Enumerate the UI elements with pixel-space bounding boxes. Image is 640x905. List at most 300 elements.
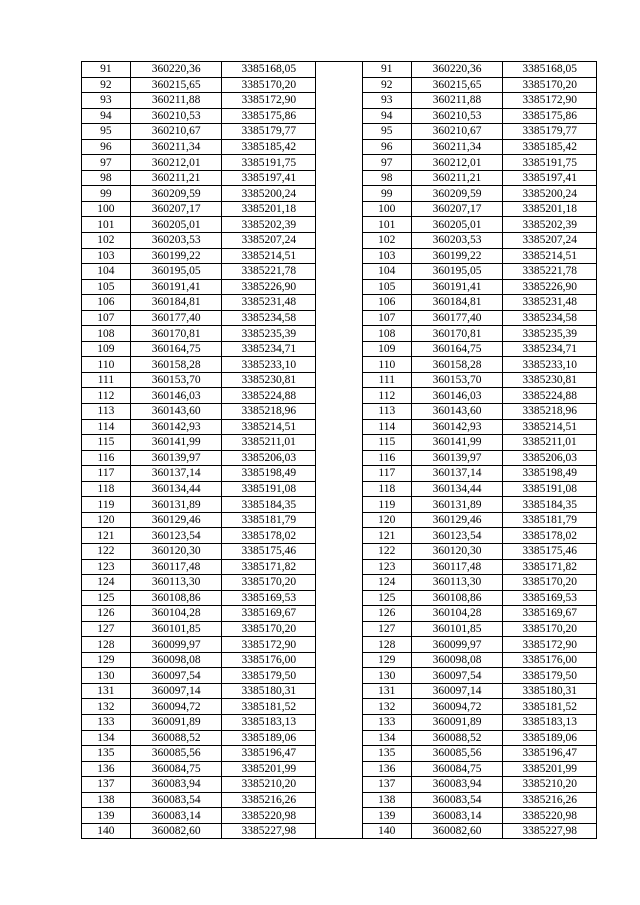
- gap-cell: [316, 575, 363, 591]
- right-y-coordinate-cell: 3385168,05: [503, 62, 597, 78]
- left-point-number-cell: 100: [82, 201, 131, 217]
- right-point-number-cell: 93: [362, 93, 411, 109]
- table-row: [82, 590, 597, 606]
- table-row: [82, 652, 597, 668]
- right-y-coordinate-cell: 3385169,53: [503, 590, 597, 606]
- left-y-coordinate-cell: 3385218,96: [222, 404, 316, 420]
- left-y-coordinate-cell: 3385179,77: [222, 124, 316, 140]
- left-point-number-cell: 102: [82, 233, 131, 249]
- left-y-coordinate-cell: 3385168,05: [222, 62, 316, 78]
- left-x-coordinate-cell: 360146,03: [130, 388, 222, 404]
- left-x-coordinate-cell: 360211,88: [130, 93, 222, 109]
- right-y-coordinate-cell: 3385227,98: [503, 823, 597, 839]
- right-y-coordinate-cell: 3385179,50: [503, 668, 597, 684]
- right-x-coordinate-cell: 360098,08: [411, 652, 503, 668]
- right-point-number-cell: 91: [362, 62, 411, 78]
- table-row: [82, 528, 597, 544]
- left-y-coordinate-cell: 3385214,51: [222, 248, 316, 264]
- left-point-number-cell: 122: [82, 543, 131, 559]
- right-y-coordinate-cell: 3385235,39: [503, 326, 597, 342]
- left-point-number-cell: 131: [82, 683, 131, 699]
- right-y-coordinate-cell: 3385197,41: [503, 170, 597, 186]
- gap-cell: [316, 170, 363, 186]
- left-point-number-cell: 107: [82, 310, 131, 326]
- table-row: [82, 559, 597, 575]
- right-point-number-cell: 138: [362, 792, 411, 808]
- table-row: [82, 62, 597, 78]
- left-point-number-cell: 99: [82, 186, 131, 202]
- left-y-coordinate-cell: 3385234,71: [222, 341, 316, 357]
- table-row: [82, 435, 597, 451]
- gap-cell: [316, 792, 363, 808]
- gap-cell: [316, 543, 363, 559]
- left-point-number-cell: 123: [82, 559, 131, 575]
- right-y-coordinate-cell: 3385226,90: [503, 279, 597, 295]
- table-row: [82, 792, 597, 808]
- right-y-coordinate-cell: 3385201,18: [503, 201, 597, 217]
- left-y-coordinate-cell: 3385211,01: [222, 435, 316, 451]
- table-row: [82, 746, 597, 762]
- right-point-number-cell: 99: [362, 186, 411, 202]
- right-point-number-cell: 131: [362, 683, 411, 699]
- left-y-coordinate-cell: 3385235,39: [222, 326, 316, 342]
- left-y-coordinate-cell: 3385226,90: [222, 279, 316, 295]
- left-y-coordinate-cell: 3385230,81: [222, 372, 316, 388]
- gap-cell: [316, 761, 363, 777]
- left-point-number-cell: 111: [82, 372, 131, 388]
- right-y-coordinate-cell: 3385196,47: [503, 746, 597, 762]
- left-y-coordinate-cell: 3385181,52: [222, 699, 316, 715]
- left-point-number-cell: 105: [82, 279, 131, 295]
- left-y-coordinate-cell: 3385181,79: [222, 512, 316, 528]
- gap-cell: [316, 528, 363, 544]
- table-row: [82, 575, 597, 591]
- right-point-number-cell: 95: [362, 124, 411, 140]
- gap-cell: [316, 746, 363, 762]
- right-point-number-cell: 108: [362, 326, 411, 342]
- right-point-number-cell: 126: [362, 606, 411, 622]
- left-point-number-cell: 113: [82, 404, 131, 420]
- gap-cell: [316, 777, 363, 793]
- right-x-coordinate-cell: 360211,88: [411, 93, 503, 109]
- right-y-coordinate-cell: 3385172,90: [503, 637, 597, 653]
- right-x-coordinate-cell: 360158,28: [411, 357, 503, 373]
- gap-cell: [316, 652, 363, 668]
- right-x-coordinate-cell: 360120,30: [411, 543, 503, 559]
- table-row: [82, 606, 597, 622]
- right-x-coordinate-cell: 360137,14: [411, 466, 503, 482]
- gap-cell: [316, 388, 363, 404]
- gap-cell: [316, 512, 363, 528]
- left-x-coordinate-cell: 360117,48: [130, 559, 222, 575]
- left-point-number-cell: 91: [82, 62, 131, 78]
- right-y-coordinate-cell: 3385181,79: [503, 512, 597, 528]
- gap-cell: [316, 559, 363, 575]
- right-y-coordinate-cell: 3385233,10: [503, 357, 597, 373]
- table-row: [82, 730, 597, 746]
- right-y-coordinate-cell: 3385220,98: [503, 808, 597, 824]
- left-point-number-cell: 125: [82, 590, 131, 606]
- left-y-coordinate-cell: 3385207,24: [222, 233, 316, 249]
- right-x-coordinate-cell: 360113,30: [411, 575, 503, 591]
- right-y-coordinate-cell: 3385179,77: [503, 124, 597, 140]
- left-x-coordinate-cell: 360209,59: [130, 186, 222, 202]
- right-point-number-cell: 115: [362, 435, 411, 451]
- right-x-coordinate-cell: 360094,72: [411, 699, 503, 715]
- left-x-coordinate-cell: 360083,54: [130, 792, 222, 808]
- left-point-number-cell: 97: [82, 155, 131, 171]
- right-point-number-cell: 135: [362, 746, 411, 762]
- right-x-coordinate-cell: 360139,97: [411, 450, 503, 466]
- left-y-coordinate-cell: 3385184,35: [222, 497, 316, 513]
- right-point-number-cell: 92: [362, 77, 411, 93]
- left-y-coordinate-cell: 3385172,90: [222, 637, 316, 653]
- right-y-coordinate-cell: 3385184,35: [503, 497, 597, 513]
- left-point-number-cell: 127: [82, 621, 131, 637]
- right-x-coordinate-cell: 360211,34: [411, 139, 503, 155]
- left-x-coordinate-cell: 360083,14: [130, 808, 222, 824]
- coordinates-table: [81, 61, 597, 839]
- right-point-number-cell: 101: [362, 217, 411, 233]
- left-point-number-cell: 126: [82, 606, 131, 622]
- right-y-coordinate-cell: 3385183,13: [503, 714, 597, 730]
- right-point-number-cell: 96: [362, 139, 411, 155]
- left-x-coordinate-cell: 360097,14: [130, 683, 222, 699]
- left-x-coordinate-cell: 360101,85: [130, 621, 222, 637]
- gap-cell: [316, 808, 363, 824]
- gap-cell: [316, 419, 363, 435]
- right-y-coordinate-cell: 3385175,46: [503, 543, 597, 559]
- left-point-number-cell: 94: [82, 108, 131, 124]
- left-y-coordinate-cell: 3385201,18: [222, 201, 316, 217]
- right-x-coordinate-cell: 360108,86: [411, 590, 503, 606]
- left-y-coordinate-cell: 3385216,26: [222, 792, 316, 808]
- right-x-coordinate-cell: 360117,48: [411, 559, 503, 575]
- right-x-coordinate-cell: 360146,03: [411, 388, 503, 404]
- left-y-coordinate-cell: 3385170,20: [222, 621, 316, 637]
- left-point-number-cell: 133: [82, 714, 131, 730]
- right-point-number-cell: 94: [362, 108, 411, 124]
- left-y-coordinate-cell: 3385169,67: [222, 606, 316, 622]
- right-y-coordinate-cell: 3385172,90: [503, 93, 597, 109]
- table-row: [82, 186, 597, 202]
- right-point-number-cell: 107: [362, 310, 411, 326]
- right-x-coordinate-cell: 360082,60: [411, 823, 503, 839]
- left-point-number-cell: 93: [82, 93, 131, 109]
- gap-cell: [316, 637, 363, 653]
- left-x-coordinate-cell: 360210,67: [130, 124, 222, 140]
- gap-cell: [316, 823, 363, 839]
- table-row: [82, 668, 597, 684]
- right-point-number-cell: 129: [362, 652, 411, 668]
- left-y-coordinate-cell: 3385179,50: [222, 668, 316, 684]
- left-x-coordinate-cell: 360108,86: [130, 590, 222, 606]
- left-x-coordinate-cell: 360094,72: [130, 699, 222, 715]
- table-row: [82, 124, 597, 140]
- table-row: [82, 543, 597, 559]
- gap-cell: [316, 233, 363, 249]
- right-x-coordinate-cell: 360211,21: [411, 170, 503, 186]
- left-x-coordinate-cell: 360210,53: [130, 108, 222, 124]
- left-x-coordinate-cell: 360091,89: [130, 714, 222, 730]
- table-row: [82, 201, 597, 217]
- left-point-number-cell: 114: [82, 419, 131, 435]
- left-y-coordinate-cell: 3385200,24: [222, 186, 316, 202]
- left-point-number-cell: 134: [82, 730, 131, 746]
- gap-cell: [316, 279, 363, 295]
- left-y-coordinate-cell: 3385234,58: [222, 310, 316, 326]
- right-point-number-cell: 100: [362, 201, 411, 217]
- left-x-coordinate-cell: 360203,53: [130, 233, 222, 249]
- left-y-coordinate-cell: 3385214,51: [222, 419, 316, 435]
- right-point-number-cell: 125: [362, 590, 411, 606]
- left-point-number-cell: 98: [82, 170, 131, 186]
- gap-cell: [316, 326, 363, 342]
- left-y-coordinate-cell: 3385201,99: [222, 761, 316, 777]
- left-x-coordinate-cell: 360085,56: [130, 746, 222, 762]
- left-point-number-cell: 124: [82, 575, 131, 591]
- table-row: [82, 170, 597, 186]
- left-y-coordinate-cell: 3385191,75: [222, 155, 316, 171]
- left-x-coordinate-cell: 360207,17: [130, 201, 222, 217]
- left-point-number-cell: 120: [82, 512, 131, 528]
- right-x-coordinate-cell: 360220,36: [411, 62, 503, 78]
- right-point-number-cell: 124: [362, 575, 411, 591]
- right-y-coordinate-cell: 3385170,20: [503, 621, 597, 637]
- right-point-number-cell: 103: [362, 248, 411, 264]
- gap-cell: [316, 124, 363, 140]
- table-row: [82, 248, 597, 264]
- right-point-number-cell: 140: [362, 823, 411, 839]
- right-x-coordinate-cell: 360091,89: [411, 714, 503, 730]
- left-x-coordinate-cell: 360129,46: [130, 512, 222, 528]
- left-y-coordinate-cell: 3385210,20: [222, 777, 316, 793]
- coordinates-table-body: [82, 62, 597, 839]
- left-x-coordinate-cell: 360131,89: [130, 497, 222, 513]
- left-x-coordinate-cell: 360142,93: [130, 419, 222, 435]
- right-point-number-cell: 106: [362, 295, 411, 311]
- table-row: [82, 139, 597, 155]
- right-y-coordinate-cell: 3385170,20: [503, 575, 597, 591]
- left-point-number-cell: 101: [82, 217, 131, 233]
- table-row: [82, 808, 597, 824]
- left-y-coordinate-cell: 3385198,49: [222, 466, 316, 482]
- right-point-number-cell: 139: [362, 808, 411, 824]
- left-x-coordinate-cell: 360153,70: [130, 372, 222, 388]
- right-y-coordinate-cell: 3385218,96: [503, 404, 597, 420]
- table-row: [82, 310, 597, 326]
- table-row: [82, 264, 597, 280]
- left-x-coordinate-cell: 360205,01: [130, 217, 222, 233]
- left-y-coordinate-cell: 3385224,88: [222, 388, 316, 404]
- left-point-number-cell: 128: [82, 637, 131, 653]
- right-x-coordinate-cell: 360153,70: [411, 372, 503, 388]
- left-x-coordinate-cell: 360134,44: [130, 481, 222, 497]
- right-point-number-cell: 114: [362, 419, 411, 435]
- right-y-coordinate-cell: 3385234,71: [503, 341, 597, 357]
- right-y-coordinate-cell: 3385185,42: [503, 139, 597, 155]
- right-point-number-cell: 118: [362, 481, 411, 497]
- left-y-coordinate-cell: 3385206,03: [222, 450, 316, 466]
- gap-cell: [316, 295, 363, 311]
- table-row: [82, 637, 597, 653]
- left-point-number-cell: 116: [82, 450, 131, 466]
- table-row: [82, 699, 597, 715]
- gap-cell: [316, 668, 363, 684]
- gap-cell: [316, 497, 363, 513]
- left-x-coordinate-cell: 360098,08: [130, 652, 222, 668]
- right-y-coordinate-cell: 3385181,52: [503, 699, 597, 715]
- gap-cell: [316, 621, 363, 637]
- right-y-coordinate-cell: 3385198,49: [503, 466, 597, 482]
- right-point-number-cell: 127: [362, 621, 411, 637]
- left-x-coordinate-cell: 360123,54: [130, 528, 222, 544]
- right-x-coordinate-cell: 360084,75: [411, 761, 503, 777]
- right-point-number-cell: 130: [362, 668, 411, 684]
- right-y-coordinate-cell: 3385216,26: [503, 792, 597, 808]
- right-x-coordinate-cell: 360088,52: [411, 730, 503, 746]
- left-point-number-cell: 129: [82, 652, 131, 668]
- right-x-coordinate-cell: 360097,54: [411, 668, 503, 684]
- left-point-number-cell: 95: [82, 124, 131, 140]
- right-point-number-cell: 134: [362, 730, 411, 746]
- left-x-coordinate-cell: 360113,30: [130, 575, 222, 591]
- left-y-coordinate-cell: 3385196,47: [222, 746, 316, 762]
- left-x-coordinate-cell: 360220,36: [130, 62, 222, 78]
- right-point-number-cell: 121: [362, 528, 411, 544]
- table-row: [82, 326, 597, 342]
- gap-cell: [316, 404, 363, 420]
- left-point-number-cell: 112: [82, 388, 131, 404]
- left-y-coordinate-cell: 3385233,10: [222, 357, 316, 373]
- right-y-coordinate-cell: 3385170,20: [503, 77, 597, 93]
- right-point-number-cell: 110: [362, 357, 411, 373]
- left-point-number-cell: 96: [82, 139, 131, 155]
- left-y-coordinate-cell: 3385202,39: [222, 217, 316, 233]
- left-point-number-cell: 132: [82, 699, 131, 715]
- right-x-coordinate-cell: 360083,94: [411, 777, 503, 793]
- right-point-number-cell: 109: [362, 341, 411, 357]
- right-x-coordinate-cell: 360134,44: [411, 481, 503, 497]
- right-x-coordinate-cell: 360083,54: [411, 792, 503, 808]
- gap-cell: [316, 683, 363, 699]
- left-x-coordinate-cell: 360177,40: [130, 310, 222, 326]
- table-row: [82, 341, 597, 357]
- right-x-coordinate-cell: 360083,14: [411, 808, 503, 824]
- gap-cell: [316, 62, 363, 78]
- gap-cell: [316, 730, 363, 746]
- left-x-coordinate-cell: 360088,52: [130, 730, 222, 746]
- gap-cell: [316, 357, 363, 373]
- gap-cell: [316, 108, 363, 124]
- table-row: [82, 404, 597, 420]
- left-x-coordinate-cell: 360143,60: [130, 404, 222, 420]
- right-point-number-cell: 120: [362, 512, 411, 528]
- right-y-coordinate-cell: 3385180,31: [503, 683, 597, 699]
- left-point-number-cell: 137: [82, 777, 131, 793]
- left-x-coordinate-cell: 360184,81: [130, 295, 222, 311]
- left-point-number-cell: 92: [82, 77, 131, 93]
- left-point-number-cell: 104: [82, 264, 131, 280]
- left-point-number-cell: 110: [82, 357, 131, 373]
- left-y-coordinate-cell: 3385180,31: [222, 683, 316, 699]
- right-x-coordinate-cell: 360205,01: [411, 217, 503, 233]
- gap-cell: [316, 450, 363, 466]
- left-y-coordinate-cell: 3385227,98: [222, 823, 316, 839]
- gap-cell: [316, 590, 363, 606]
- left-y-coordinate-cell: 3385183,13: [222, 714, 316, 730]
- right-x-coordinate-cell: 360143,60: [411, 404, 503, 420]
- right-x-coordinate-cell: 360209,59: [411, 186, 503, 202]
- right-x-coordinate-cell: 360170,81: [411, 326, 503, 342]
- right-point-number-cell: 117: [362, 466, 411, 482]
- gap-cell: [316, 201, 363, 217]
- table-row: [82, 372, 597, 388]
- gap-cell: [316, 435, 363, 451]
- left-x-coordinate-cell: 360211,21: [130, 170, 222, 186]
- right-x-coordinate-cell: 360141,99: [411, 435, 503, 451]
- left-x-coordinate-cell: 360083,94: [130, 777, 222, 793]
- left-y-coordinate-cell: 3385197,41: [222, 170, 316, 186]
- right-y-coordinate-cell: 3385200,24: [503, 186, 597, 202]
- left-point-number-cell: 139: [82, 808, 131, 824]
- gap-cell: [316, 93, 363, 109]
- left-y-coordinate-cell: 3385175,46: [222, 543, 316, 559]
- table-row: [82, 450, 597, 466]
- left-y-coordinate-cell: 3385176,00: [222, 652, 316, 668]
- left-x-coordinate-cell: 360141,99: [130, 435, 222, 451]
- right-point-number-cell: 137: [362, 777, 411, 793]
- table-row: [82, 512, 597, 528]
- right-point-number-cell: 136: [362, 761, 411, 777]
- right-x-coordinate-cell: 360177,40: [411, 310, 503, 326]
- left-point-number-cell: 135: [82, 746, 131, 762]
- right-x-coordinate-cell: 360123,54: [411, 528, 503, 544]
- left-y-coordinate-cell: 3385169,53: [222, 590, 316, 606]
- left-point-number-cell: 106: [82, 295, 131, 311]
- gap-cell: [316, 466, 363, 482]
- right-y-coordinate-cell: 3385214,51: [503, 248, 597, 264]
- right-x-coordinate-cell: 360097,14: [411, 683, 503, 699]
- table-row: [82, 295, 597, 311]
- left-x-coordinate-cell: 360215,65: [130, 77, 222, 93]
- table-row: [82, 683, 597, 699]
- gap-cell: [316, 699, 363, 715]
- left-point-number-cell: 136: [82, 761, 131, 777]
- right-y-coordinate-cell: 3385169,67: [503, 606, 597, 622]
- left-y-coordinate-cell: 3385189,06: [222, 730, 316, 746]
- gap-cell: [316, 481, 363, 497]
- right-x-coordinate-cell: 360207,17: [411, 201, 503, 217]
- table-row: [82, 419, 597, 435]
- right-point-number-cell: 112: [362, 388, 411, 404]
- left-y-coordinate-cell: 3385175,86: [222, 108, 316, 124]
- left-x-coordinate-cell: 360164,75: [130, 341, 222, 357]
- right-y-coordinate-cell: 3385231,48: [503, 295, 597, 311]
- left-x-coordinate-cell: 360199,22: [130, 248, 222, 264]
- table-row: [82, 93, 597, 109]
- right-x-coordinate-cell: 360101,85: [411, 621, 503, 637]
- right-point-number-cell: 111: [362, 372, 411, 388]
- left-y-coordinate-cell: 3385170,20: [222, 575, 316, 591]
- table-row: [82, 823, 597, 839]
- table-row: [82, 497, 597, 513]
- right-point-number-cell: 97: [362, 155, 411, 171]
- right-y-coordinate-cell: 3385189,06: [503, 730, 597, 746]
- right-point-number-cell: 128: [362, 637, 411, 653]
- right-x-coordinate-cell: 360212,01: [411, 155, 503, 171]
- left-x-coordinate-cell: 360084,75: [130, 761, 222, 777]
